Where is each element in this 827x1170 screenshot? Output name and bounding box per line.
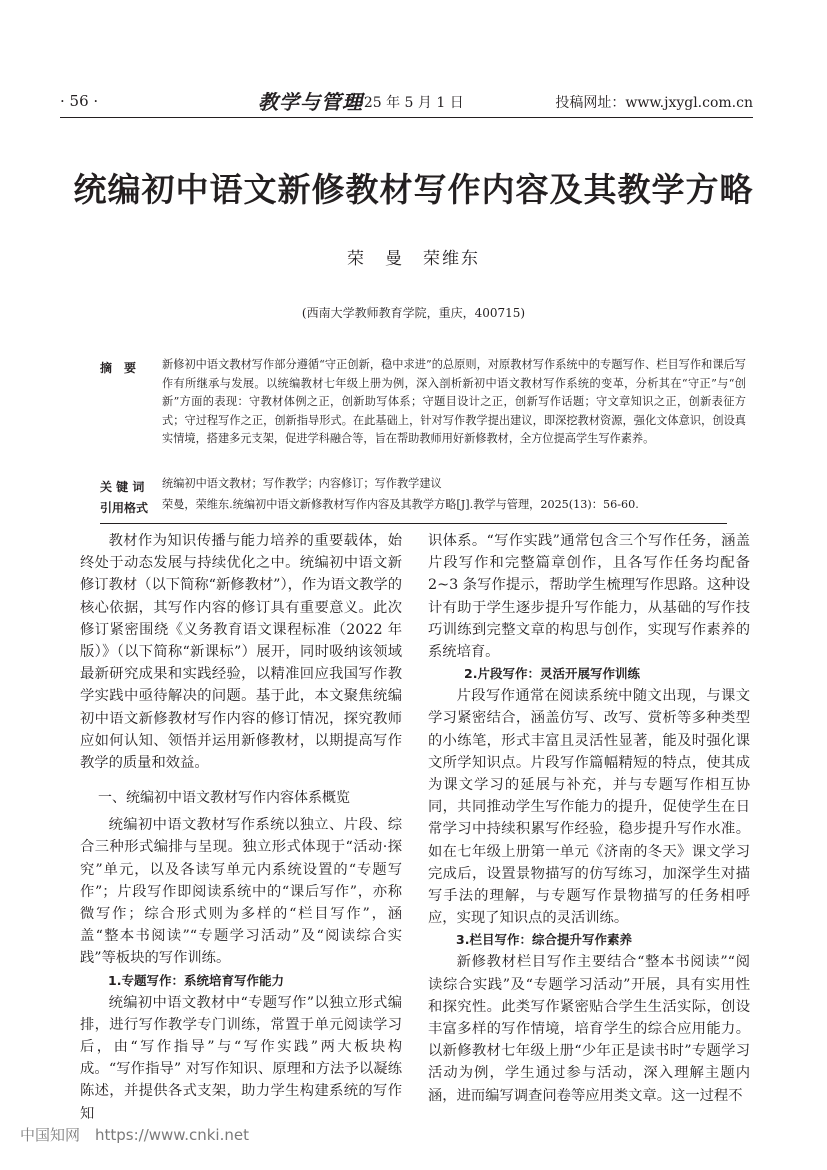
- left-column: [80, 530, 402, 1125]
- citation-label-box: [100, 497, 160, 516]
- subsection-1-paragraph: 统编初中语文教材中“专题写作”以独立形式编排，进行写作教学专门训练，常置于单元阅读学习后，由“写作指导”与“写作实践”两大板块构成。“写作指导” 对写作知识、原理和方法予以凝练陈述，并提供各式支架，助力学生构建系统的写作知: [80, 994, 402, 1122]
- subheading-2: 2.片段写作：灵活开展写作训练: [464, 666, 640, 682]
- meta-rule: [100, 523, 727, 524]
- section-heading: 一、统编初中语文教材写作内容体系概览: [98, 790, 350, 807]
- article-authors: 荣 曼 荣维东: [347, 249, 480, 269]
- author-affiliation: (西南大学教师教育学院，重庆，400715): [301, 306, 526, 320]
- cnki-watermark: 中国知网 https://www.cnki.net: [20, 1126, 249, 1144]
- submission-url[interactable]: 投稿网址：www.jxygl.com.cn: [555, 95, 753, 111]
- subheading-3: 3.栏目写作：综合提升写作素养: [456, 932, 632, 948]
- citation-label: 引用格式: [100, 501, 149, 515]
- abstract-label: 摘 要: [100, 361, 137, 375]
- keywords-label-box: [100, 476, 160, 495]
- section-paragraph: 统编初中语文教材写作系统以独立、片段、综合三种形式编排与呈现。独立形式体现于“活动·探究”单元，以及各读写单元内系统设置的“专题写作”；片段写作即阅读系统中的“课后写作”，亦称微写作；综合形式则为多样的“栏目写作”，涵盖“整本书阅读”“专题学习活动”及“阅读综合实践”等板块的写作训练。: [80, 817, 402, 967]
- page-number: · 56 ·: [60, 92, 99, 110]
- journal-name: 教学与管理: [258, 90, 363, 114]
- header-rule: [60, 117, 753, 118]
- abstract-text: 新修初中语文教材写作部分遵循“守正创新，稳中求进”的总原则，对原教材写作系统中的专题写作、栏目写作和课后写作有所继承与发展。以统编教材七年级上册为例，深入剖析新初中语文教材写作系统的变革，分析其在“守正”与“创新”方面的表现：守教材体例之正，创新助写体系；守题目设计之正，创新写作话题；守文章知识之正，创新表征方式；守过程写作之正，创新指导形式。在此基础上，针对写作教学提出建议，即深挖教材资源，强化文体意识，创设真实情境，搭建多元支架，促进学科融合等，旨在帮助教师用好新修教材，全方位提高学生写作素养。: [162, 358, 746, 446]
- subsection-3-paragraph: 新修教材栏目写作主要结合“整本书阅读”“阅读综合实践”及“专题学习活动”开展，具有实用性和探究性。此类写作紧密贴合学生生活实际，创设丰富多样的写作情境，培育学生的综合应用能力。以新修教材七年级上册“少年正是读书时”专题学习活动为例，学生通过参与活动，深入理解主题内涵，进而编写调查问卷等应用类文章。这一过程不: [428, 954, 750, 1104]
- continued-paragraph: 识体系。“写作实践”通常包含三个写作任务，涵盖片段写作和完整篇章创作，且各写作任务均配备 2~3 条写作提示，帮助学生梳理写作思路。这种设计有助于学生逐步提升写作能力，从基础的写作技巧训练到完整文章的构思与创作，实现写作素养的系统培育。: [428, 533, 750, 661]
- citation-text: 荣曼，荣维东.统编初中语文新修教材写作内容及其教学方略[J].教学与管理，2025(13)：56-60.: [162, 498, 639, 511]
- abstract-label-box: [100, 357, 160, 376]
- keywords-text: 统编初中语文教材；写作教学；内容修订；写作教学建议: [162, 477, 442, 490]
- right-column: [428, 530, 750, 1107]
- subsection-2-paragraph: 片段写作通常在阅读系统中随文出现，与课文学习紧密结合，涵盖仿写、改写、赏析等多种类型的小练笔，形式丰富且灵活性显著，能及时强化课文所学知识点。片段写作篇幅精短的特点，使其成为课文学习的延展与补充，并与专题写作相互协同，共同推动学生写作能力的提升，促使学生在日常学习中持续积累写作经验，稳步提升写作水准。如在七年级上册第一单元《济南的冬天》课文学习完成后，设置景物描写的仿写练习，加深学生对描写手法的理解，与专题写作景物描写的任务相呼应，实现了知识点的灵活训练。: [428, 688, 750, 927]
- intro-paragraph: 教材作为知识传播与能力培养的重要载体，始终处于动态发展与持续优化之中。统编初中语文新修订教材（以下简称“新修教材”），作为语文教学的核心依据，其写作内容的修订具有重要意义。此次修订紧密围绕《义务教育语文课程标准（2022 年版）》（以下简称“新课标”）展开，同时吸纳该领域最新研究成果和实践经验，以精准回应我国写作教学实践中亟待解决的问题。基于此，本文聚焦统编初中语文新修教材写作内容的修订情况，探究教师应如何认知、领悟并运用新修教材，以期提高写作教学的质量和效益。: [80, 533, 402, 772]
- issue-date: 2025 年 5 月 1 日: [346, 95, 464, 111]
- article-title: 统编初中语文新修教材写作内容及其教学方略: [73, 170, 754, 209]
- subheading-1: 1.专题写作：系统培育写作能力: [108, 972, 284, 988]
- keywords-label: 关 键 词: [100, 480, 145, 494]
